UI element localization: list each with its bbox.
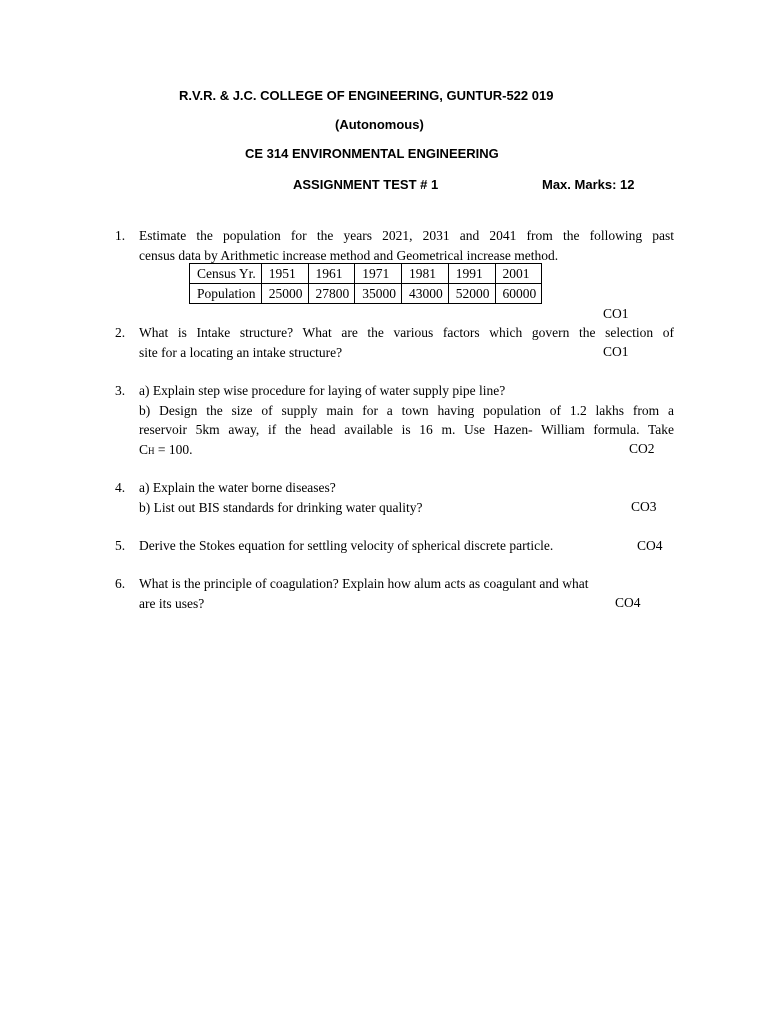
college-name: R.V.R. & J.C. COLLEGE OF ENGINEERING, GUNTUR-522 019	[179, 88, 554, 103]
table-cell: 1971	[355, 264, 402, 284]
question-text: Derive the Stokes equation for settling velocity of spherical discrete particle.	[139, 538, 554, 553]
course-outcome: CO4	[615, 595, 641, 610]
table-cell: 2001	[495, 264, 542, 284]
question-number: 4.	[115, 480, 126, 495]
question-text: a) Explain step wise procedure for laying of water supply pipe line?	[139, 383, 506, 398]
table-cell: 60000	[495, 284, 542, 304]
table-cell: Census Yr.	[190, 264, 262, 284]
question-text: b) Design the size of supply main for a town having population of 1.2 lakhs from a	[139, 402, 674, 418]
question-text: b) List out BIS standards for drinking water quality?	[139, 499, 423, 515]
question-text: What is Intake structure? What are the various factors which govern the selection of	[139, 325, 674, 340]
question-number: 3.	[115, 383, 126, 398]
course-outcome: CO4	[637, 538, 663, 553]
census-table	[189, 263, 542, 304]
table-cell: 1991	[448, 264, 495, 284]
formula-line	[139, 440, 674, 462]
question-text: Estimate the population for the years 2021, 2031 and 2041 from the following past	[139, 228, 674, 243]
question-number: 1.	[115, 228, 126, 243]
table-cell: 35000	[355, 284, 402, 304]
table-cell: 1961	[308, 264, 355, 284]
table-cell: 1981	[402, 264, 449, 284]
course-title: CE 314 ENVIRONMENTAL ENGINEERING	[245, 146, 499, 161]
question-text: site for a locating an intake structure?	[139, 344, 343, 360]
test-title: ASSIGNMENT TEST # 1	[293, 177, 439, 192]
formula-value: = 100.	[154, 441, 193, 457]
question-number: 5.	[115, 538, 126, 553]
formula-symbol: C	[139, 441, 149, 457]
course-outcome: CO1	[603, 344, 629, 359]
question-text: census data by Arithmetic increase method and Geometrical increase method.	[139, 247, 559, 263]
question-number: 2.	[115, 325, 126, 340]
table-cell: Population	[190, 284, 262, 304]
course-outcome: CO3	[631, 499, 657, 514]
question-text: What is the principle of coagulation? Explain how alum acts as coagulant and what	[139, 576, 589, 591]
table-cell: 25000	[261, 284, 308, 304]
table-row	[190, 284, 542, 304]
question-number: 6.	[115, 576, 126, 591]
course-outcome: CO1	[603, 306, 629, 321]
table-row	[190, 264, 542, 284]
table-cell: 1951	[261, 264, 308, 284]
table-cell: 43000	[402, 284, 449, 304]
max-marks: Max. Marks: 12	[542, 177, 635, 192]
question-text: are its uses?	[139, 595, 205, 611]
question-text: a) Explain the water borne diseases?	[139, 480, 336, 495]
autonomous-label: (Autonomous)	[335, 117, 424, 132]
table-cell: 27800	[308, 284, 355, 304]
table-cell: 52000	[448, 284, 495, 304]
formula-subscript: H	[148, 445, 155, 456]
question-text: reservoir 5km away, if the head available is 16 m. Use Hazen- William formula. Take	[139, 422, 674, 437]
course-outcome: CO2	[629, 441, 655, 456]
